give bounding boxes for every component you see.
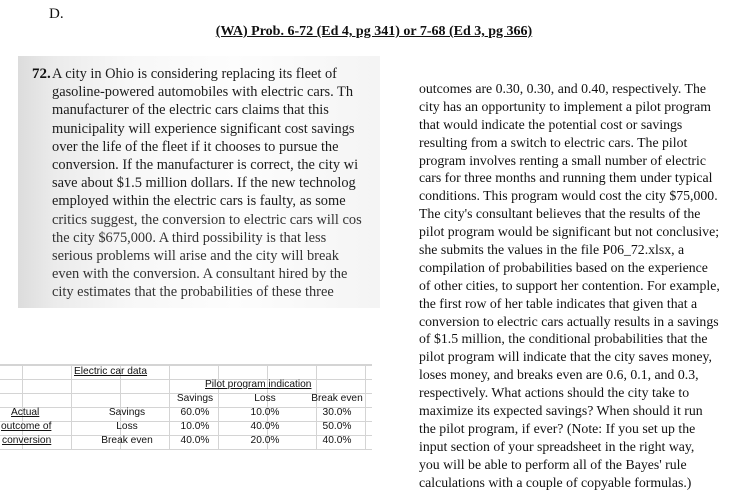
pilot-program-header: Pilot program indication [205,379,312,390]
problem-line: loses money, and breaks even are 0.6, 0.1, and 0.3, [419,367,699,383]
cell-loss-savings: 10.0% [180,421,210,432]
cell-loss-break-even: 50.0% [322,421,352,432]
cell-savings-loss: 10.0% [250,407,280,418]
problem-line: of $1.5 million, the conditional probabilities that the [419,331,708,347]
cell-break-even-savings: 40.0% [180,435,210,446]
cell-break-even-break-even: 40.0% [322,435,352,446]
problem-line: The city's consultant believes that the results of the [419,206,701,222]
problem-line: gasoline-powered automobiles with electric cars. Th [52,84,354,101]
problem-line: conversion. If the manufacturer is correct, the city wi [52,156,359,173]
problem-line: over the life of the fleet if it chooses to pursue the [52,138,339,155]
problem-line: you will be able to perform all of the Bayes' rule [419,456,687,472]
problem-line: pilot program will indicate that the city saves money, [419,349,712,365]
spreadsheet-table [0,364,372,450]
problem-line: conversion to electric cars actually results in a savings [419,313,719,329]
problem-line: manufacturer of the electric cars claims that this [52,102,329,119]
row-label-loss: Loss [116,421,138,432]
problem-line: cars for three months and running them under typical [419,170,713,186]
problem-line: that would indicate the potential cost or savings [419,116,683,132]
problem-line: the pilot program, if ever? (Note: If you set up the [419,420,696,436]
problem-line: city has an opportunity to implement a pilot program [419,98,711,114]
row-label-break-even: Break even [101,435,153,446]
problem-line: A city in Ohio is considering replacing its fleet of [52,66,337,82]
problem-line: the first row of her table indicates that given that a [419,295,698,311]
problem-line: critics suggest, the conversion to electric cars will cos [52,211,362,228]
problem-line: employed within the electric cars is faulty, as some [52,193,346,210]
row-label-savings: Savings [108,407,146,418]
cell-break-even-loss: 20.0% [250,435,280,446]
problem-line: pilot program would be significant but not conclusive; [419,224,720,240]
problem-line: calculations with a couple of copyable formulas.) [419,474,692,490]
row-header-actual: Actual [11,407,40,418]
column-header-savings: Savings [176,393,214,404]
problem-line: program involves renting a small number of electric [419,152,706,168]
problem-line: conditions. This program would cost the city $75,000. [419,188,718,204]
problem-line: municipality will experience significant cost savings [52,120,355,137]
problem-line: input section of your spreadsheet in the right way, [419,438,695,454]
cell-savings-savings: 60.0% [180,407,210,418]
column-header-break-even: Break even [311,393,363,404]
problem-line: resulting from a switch to electric cars. The pilot [419,134,688,150]
row-header-conversion: conversion [2,435,52,446]
section-letter: D. [49,6,64,22]
problem-line: outcomes are 0.30, 0.30, and 0.40, respectively. The [419,81,706,96]
problem-line: the city $675,000. A third possibility is that less [52,229,327,246]
problem-text-left [52,65,380,301]
textbook-scan-left [18,56,380,308]
problem-reference-header: (WA) Prob. 6-72 (Ed 4, pg 341) or 7-68 (Ed 3, pg 366) [215,24,533,39]
problem-line: serious problems will arise and the city will break [52,247,339,264]
problem-line: respectively. What actions should the city take to [419,385,690,401]
row-header-outcome: outcome of [1,421,52,432]
column-header-loss: Loss [254,393,276,404]
problem-text-right [419,80,741,491]
problem-line: save about $1.5 million dollars. If the new technolog [52,175,356,192]
problem-line: she submits the values in the file P06_72.xlsx, a [419,242,685,258]
problem-line: city estimates that the probabilities of these three [52,284,334,301]
cell-loss-loss: 40.0% [250,421,280,432]
problem-line: compilation of probabilities based on the experience [419,259,708,275]
problem-line: of other cities, to support her contention. For example, [419,277,720,293]
spreadsheet-title: Electric car data [74,366,148,377]
problem-line: maximize its expected savings? When should it run [419,403,703,419]
problem-line: even with the conversion. A consultant hired by the [52,266,348,283]
problem-number: 72. [32,66,51,82]
cell-savings-break-even: 30.0% [322,407,352,418]
